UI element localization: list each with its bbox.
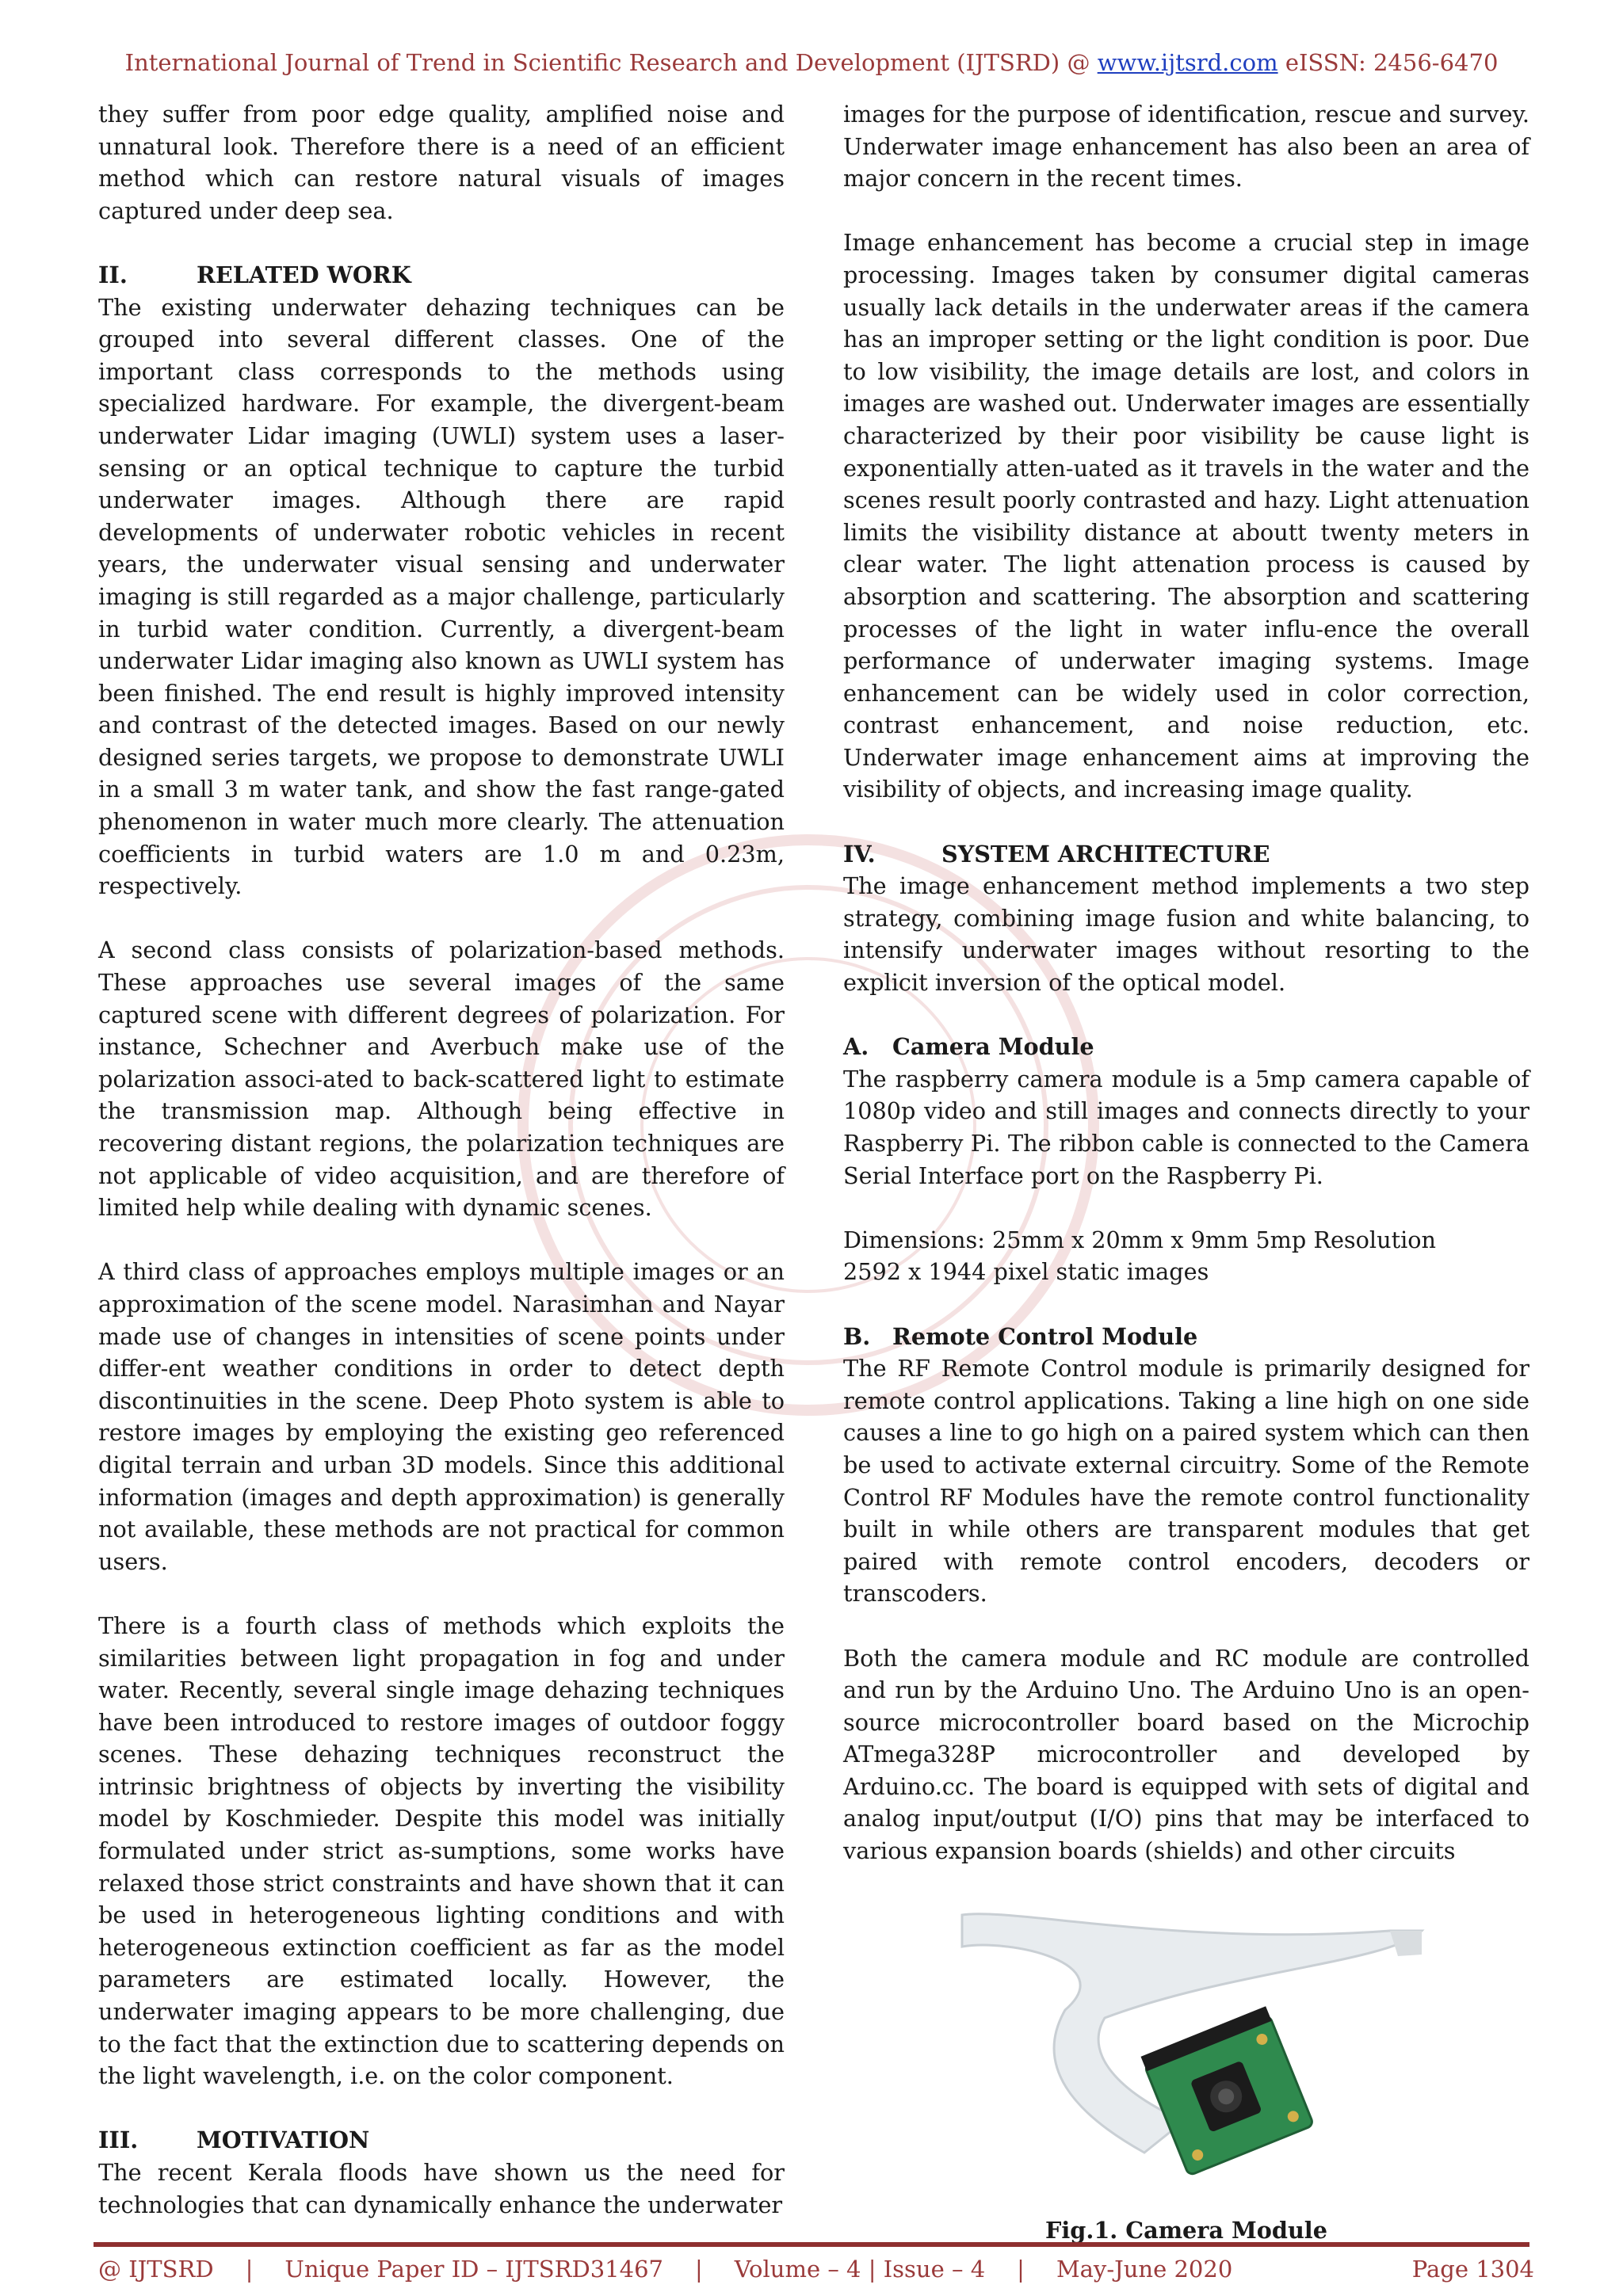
section-number: IV. (843, 840, 876, 868)
paragraph: The recent Kerala floods have shown us the need for technologies that can dynamically enhance the underwater (98, 2159, 785, 2218)
section-title: MOTIVATION (197, 2126, 370, 2154)
running-footer (98, 2256, 1534, 2283)
paragraph: images for the purpose of identification, rescue and survey. Underwater image enhancement has also been an area of major concern in the recent times. (843, 101, 1529, 193)
paragraph: they suffer from poor edge quality, amplified noise and unnatural look. Therefore there is a need of an efficient method which can restore natural visuals of images captured under deep sea. (98, 101, 785, 224)
dimensions-line: Dimensions: 25mm x 20mm x 9mm 5mp Resolution (843, 1226, 1437, 1253)
footer-rule (94, 2242, 1529, 2247)
running-header (0, 49, 1623, 76)
left-column (98, 98, 785, 2221)
section-title: RELATED WORK (197, 261, 411, 288)
issn: eISSN: 2456-6470 (1285, 49, 1499, 76)
figure-camera-module (843, 1899, 1529, 2210)
subsection-title: Camera Module (892, 1033, 1094, 1061)
journal-title: International Journal of Trend in Scientific Research and Development (IJTSRD) @ (124, 49, 1090, 76)
subsection-number: B. (843, 1322, 871, 1350)
footer-separator: | (1017, 2256, 1025, 2283)
paragraph: A second class consists of polarization-based methods. These approaches use several images of the same captured scene with different degrees of polarization. For instance, Schechner and Averbuch make use of the polarization associ-ated to back-scattered light to estimate the transmission map. Although being effective in recovering distant regions, the polarization techniques are not applicable of video acquisition, and are therefore of limited help while dealing with dynamic scenes. (98, 936, 785, 1222)
camera-module-image (946, 1899, 1453, 2210)
section-number: II. (98, 261, 128, 288)
footer-date: May-June 2020 (1056, 2256, 1233, 2283)
paragraph: The image enhancement method implements a two step strategy, combining image fusion and white balancing, to intensify underwater images without resorting to the explicit inversion of the optical model. (843, 872, 1529, 997)
section-title: SYSTEM ARCHITECTURE (941, 840, 1270, 868)
section-number: III. (98, 2126, 139, 2154)
footer-separator: | (245, 2256, 254, 2283)
footer-publisher: @ IJTSRD (98, 2256, 214, 2283)
figure-caption: Fig.1. Camera Module (1045, 2216, 1327, 2244)
subsection-heading-remote-control-module (843, 1321, 1529, 1353)
subsection-heading-camera-module (843, 1031, 1529, 1063)
right-column (843, 98, 1529, 2246)
paragraph: Image enhancement has become a crucial step in image processing. Images taken by consumer digital cameras usually lack details in the underwater areas if the camera has an improper setting or the light condition is poor. Due to low visibility, the image details are lost, and colors in images are washed out. Underwater images are essentially characterized by their poor visibility be cause light is exponentially atten-uated as it travels in the water and the scenes result poorly contrasted and hazy. Light attenuation limits the visibility distance at aboutt twenty meters in clear water. The light attenation process is caused by absorption and scattering. The absorption and scattering processes of the light in water influ-ence the overall performance of underwater imaging systems. Image enhancement can be widely used in color correction, contrast enhancement, and noise reduction, etc. Underwater image enhancement aims at improving the visibility of objects, and increasing image quality. (843, 229, 1529, 803)
paragraph: Both the camera module and RC module are controlled and run by the Arduino Uno. The Arduino Uno is an open-source microcontroller board based on the Microchip ATmega328P microcontroller and developed by Arduino.cc. The board is equipped with sets of digital and analog input/output (I/O) pins that may be interfaced to various expansion boards (shields) and other circuits (843, 1644, 1529, 1865)
section-heading-system-architecture (843, 838, 1529, 871)
paragraph: There is a fourth class of methods which exploits the similarities between light propagation in fog and under water. Recently, several single image dehazing techniques have been introduced to restore images of outdoor foggy scenes. These dehazing techniques reconstruct the intrinsic brightness of objects by inverting the visibility model by Koschmieder. Despite this model was initially formulated under strict as-sumptions, some works have relaxed those strict constraints and have shown that it can be used in heterogeneous lighting conditions and with heterogeneous extinction coefficient as far as the model parameters are estimated locally. However, the underwater imaging appears to be more challenging, due to the fact that the extinction due to scattering depends on the light wavelength, i.e. on the color component. (98, 1611, 785, 2090)
subsection-title: Remote Control Module (892, 1322, 1198, 1350)
journal-url-link[interactable]: www.ijtsrd.com (1097, 49, 1278, 76)
subsection-number: A. (843, 1033, 869, 1061)
paragraph: A third class of approaches employs multiple images or an approximation of the scene model. Narasimhan and Nayar made use of changes in intensities of scene points under differ-ent weather conditions in order to detect depth discontinuities in the scene. Deep Photo system is able to restore images by employing the existing geo referenced digital terrain and urban 3D models. Since this additional information (images and depth approximation) is generally not available, these methods are not practical for common users. (98, 1258, 785, 1575)
paragraph: The raspberry camera module is a 5mp camera capable of 1080p video and still images and connects directly to your Raspberry Pi. The ribbon cable is connected to the Camera Serial Interface port on the Raspberry Pi. (843, 1065, 1529, 1189)
paragraph: The RF Remote Control module is primarily designed for remote control applications. Taking a line high on one side causes a line to go high on a paired system which can then be used to activate external circuitry. Some of the Remote Control RF Modules have the remote control functionality built in while others are transparent modules that get paired with remote control encoders, decoders or transcoders. (843, 1355, 1529, 1608)
footer-volume-issue: Volume – 4 | Issue – 4 (734, 2256, 986, 2283)
section-heading-related-work (98, 259, 785, 292)
footer-paper-id: Unique Paper ID – IJTSRD31467 (285, 2256, 663, 2283)
paragraph: The existing underwater dehazing techniques can be grouped into several different classes. One of the important class corresponds to the methods using specialized hardware. For example, the divergent-beam underwater Lidar imaging (UWLI) system uses a laser-sensing or an optical technique to capture the turbid underwater images. Although there are rapid developments of underwater robotic vehicles in recent years, the underwater visual sensing and underwater imaging is still regarded as a major challenge, particularly in turbid water condition. Currently, a divergent-beam underwater Lidar imaging also known as UWLI system has been finished. The end result is highly improved intensity and contrast of the detected images. Based on our newly designed series targets, we propose to demonstrate UWLI in a small 3 m water tank, and show the fast range-gated phenomenon in water much more clearly. The attenuation coefficients in turbid waters are 1.0 m and 0.23m, respectively. (98, 293, 785, 900)
footer-separator: | (694, 2256, 703, 2283)
footer-page-number: Page 1304 (1411, 2256, 1534, 2283)
resolution-line: 2592 x 1944 pixel static images (843, 1258, 1209, 1286)
section-heading-motivation (98, 2124, 785, 2157)
